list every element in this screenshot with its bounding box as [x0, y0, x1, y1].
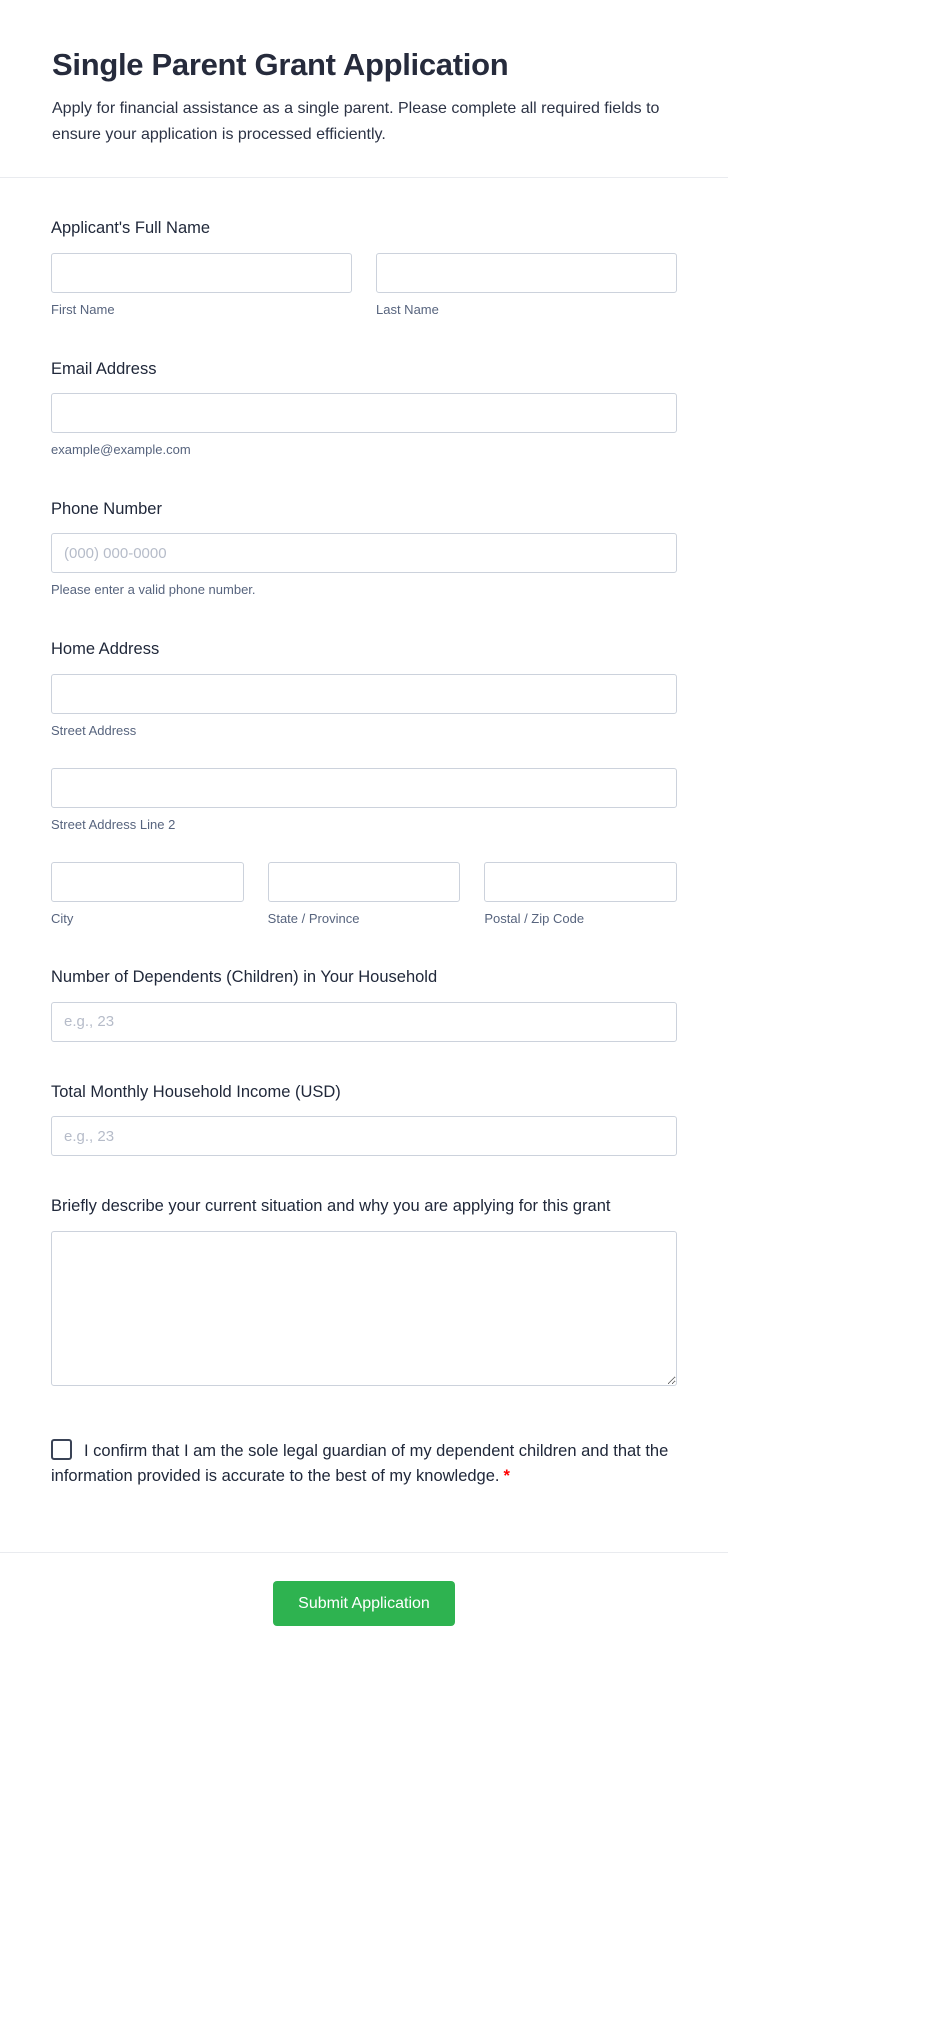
city-state-zip-row — [51, 862, 677, 928]
page-title: Single Parent Grant Application — [52, 47, 509, 82]
state-col — [268, 862, 461, 928]
street-address2-input[interactable] — [51, 768, 677, 808]
city-input[interactable] — [51, 862, 244, 902]
first-name-col — [51, 253, 352, 319]
street-address-input[interactable] — [51, 674, 677, 714]
submit-section — [0, 1553, 728, 1626]
full-name-row — [51, 253, 677, 319]
confirmation-checkbox[interactable] — [51, 1439, 72, 1460]
city-sublabel: City — [51, 910, 74, 926]
street-address2-group — [51, 768, 677, 834]
confirmation-row — [51, 1439, 677, 1490]
first-name-sublabel: First Name — [51, 301, 115, 317]
email-input[interactable] — [51, 393, 677, 433]
last-name-sublabel: Last Name — [376, 301, 439, 317]
confirmation-label: I confirm that I am the sole legal guardian of my dependent children and that the information provided is accurate to the best of my knowledge. — [51, 1441, 669, 1486]
email-sublabel: example@example.com — [51, 442, 191, 458]
form-header — [0, 0, 728, 177]
dependents-label: Number of Dependents (Children) in Your Household — [51, 968, 438, 987]
field-full-name — [51, 218, 677, 318]
page-subtitle: Apply for financial assistance as a single parent. Please complete all required fields to ensure your application is processed efficiently. — [52, 100, 660, 143]
field-email — [51, 359, 677, 459]
field-phone — [51, 499, 677, 599]
field-confirmation — [51, 1439, 677, 1490]
street-address2-sublabel: Street Address Line 2 — [51, 816, 176, 832]
phone-sublabel: Please enter a valid phone number. — [51, 582, 256, 598]
required-asterisk: * — [503, 1467, 510, 1486]
first-name-input[interactable] — [51, 253, 352, 293]
situation-textarea[interactable] — [51, 1231, 677, 1386]
state-sublabel: State / Province — [267, 910, 360, 926]
last-name-input[interactable] — [376, 253, 677, 293]
field-dependents — [51, 967, 677, 1041]
dependents-input[interactable] — [51, 1002, 677, 1042]
zip-input[interactable] — [484, 862, 677, 902]
address-label: Home Address — [51, 640, 160, 659]
field-address — [51, 639, 677, 927]
phone-label: Phone Number — [51, 500, 162, 519]
state-input[interactable] — [268, 862, 461, 902]
field-situation — [51, 1196, 677, 1390]
last-name-col — [376, 253, 677, 319]
submit-button[interactable]: Submit Application — [273, 1581, 455, 1626]
zip-sublabel: Postal / Zip Code — [484, 910, 585, 926]
form-body — [0, 178, 728, 1490]
email-label: Email Address — [51, 359, 157, 378]
phone-input[interactable] — [51, 533, 677, 573]
full-name-label: Applicant's Full Name — [51, 219, 211, 238]
zip-col — [484, 862, 677, 928]
income-label: Total Monthly Household Income (USD) — [51, 1082, 341, 1101]
situation-label: Briefly describe your current situation and why you are applying for this grant — [51, 1197, 611, 1216]
street-address-sublabel: Street Address — [51, 722, 137, 738]
field-income — [51, 1082, 677, 1156]
street-address-group — [51, 674, 677, 740]
income-input[interactable] — [51, 1116, 677, 1156]
city-col — [51, 862, 244, 928]
